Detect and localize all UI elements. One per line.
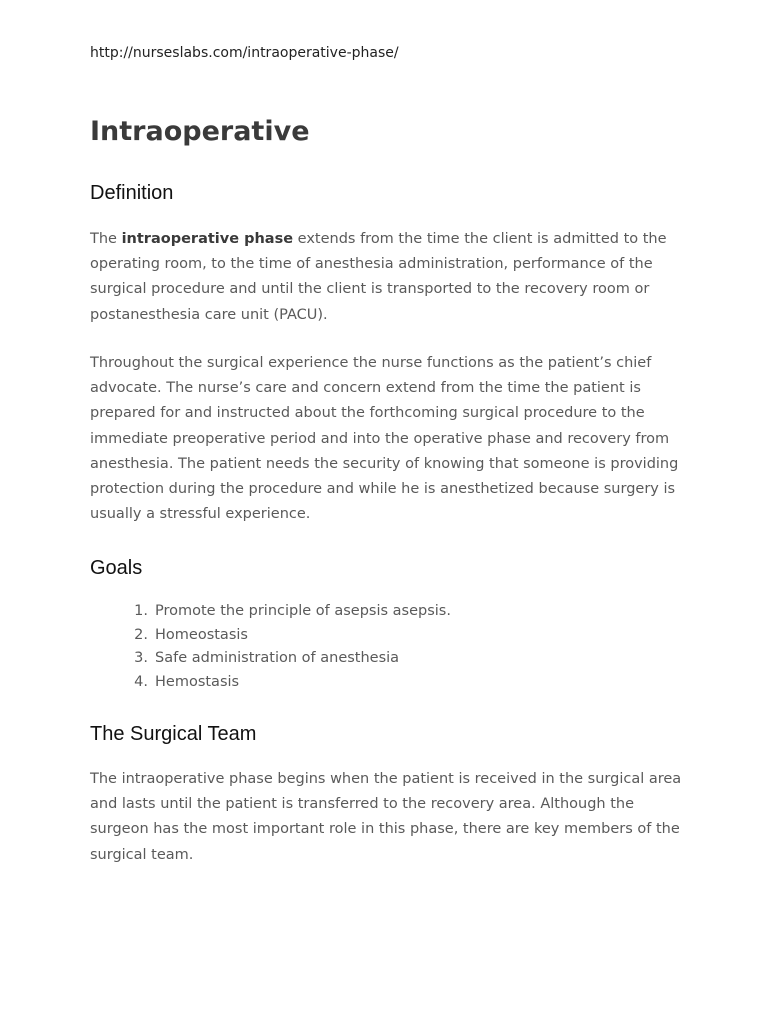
list-item-text: Promote the principle of asepsis asepsis. [155,603,451,619]
list-item [90,671,451,695]
page-title: Intraoperative [90,116,310,147]
list-item-text: Hemostasis [155,673,240,690]
definition-p1-rest: extends from the time the client is admitted to the operating room, to the time of anesthesia administration, performance of the surgical procedure and until the client is transported to the recovery room or postanesthesia care unit (PACU). [90,231,667,323]
definition-p1-prefix: The [90,231,122,247]
list-item-text: Homeostasis [155,626,248,643]
goals-heading: Goals [90,557,143,579]
list-item-text: Safe administration of anesthesia [155,650,400,666]
list-item-number: 1. [134,603,148,619]
definition-paragraph-1 [90,227,690,328]
definition-heading: Definition [90,182,174,204]
definition-p1-bold-term: intraoperative phase [121,231,294,247]
source-url[interactable]: http://nurseslabs.com/intraoperative-phase/ [90,45,399,61]
goals-list [90,600,451,694]
list-item [90,624,451,648]
list-item [90,600,451,624]
list-item-number: 2. [134,626,148,643]
definition-paragraph-2: Throughout the surgical experience the nurse functions as the patient’s chief advocate. The nurse’s care and concern extend from the time the patient is prepared for and instructed about the forthcoming surgical procedure to the immediate preoperative period and into the operative phase and recovery from anesthesia. The patient needs the security of knowing that someone is providing protection during the procedure and while he is anesthetized because surgery is usually a stressful experience. [90,355,679,523]
surgical-team-heading: The Surgical Team [90,723,257,745]
list-item-number: 3. [134,650,148,666]
list-item-number: 4. [134,673,148,690]
surgical-team-paragraph-1: The intraoperative phase begins when the patient is received in the surgical area and lasts until the patient is transferred to the recovery area. Although the surgeon has the most important role in this phase, there are key members of the surgical team. [90,771,682,863]
list-item [90,647,451,671]
